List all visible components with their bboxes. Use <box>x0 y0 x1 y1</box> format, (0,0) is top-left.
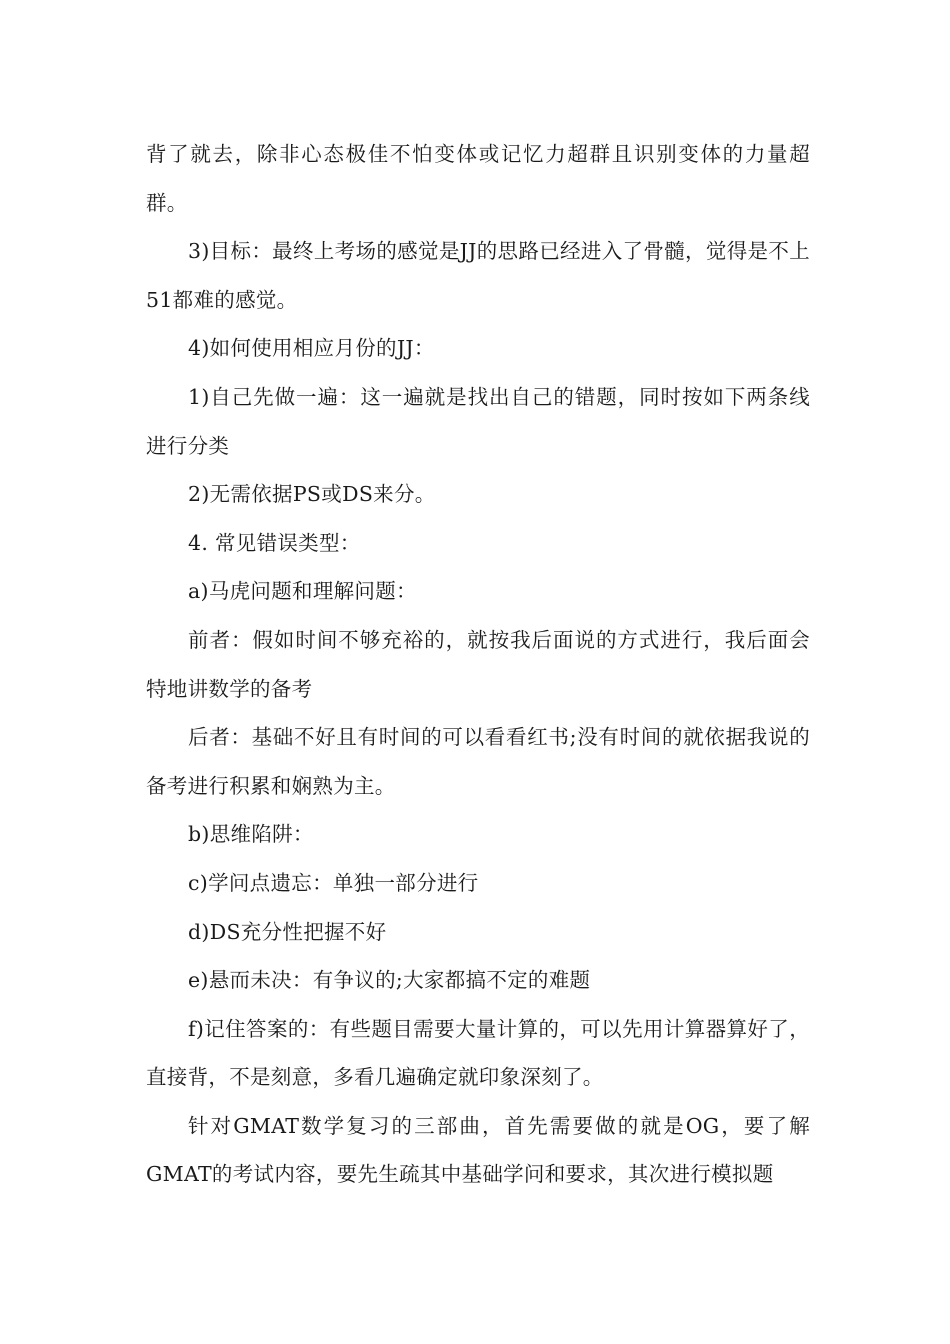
paragraph-error-b: b)思维陷阱： <box>188 822 314 847</box>
paragraph-error-d: d)DS充分性把握不好 <box>188 919 387 944</box>
paragraph-goal: 3)目标：最终上考场的感觉是JJ的思路已经进入了骨髓，觉得是不上51都难的感觉。 <box>146 239 810 312</box>
paragraph-gmat-math-review: 针对GMAT数学复习的三部曲，首先需要做的就是OG，要了解GMAT的考试内容，要先生疏其中基础学问和要求，其次进行模拟题 <box>146 1113 810 1187</box>
paragraph-latter: 后者：基础不好且有时间的可以看看红书;没有时间的就依据我说的备考进行积累和娴熟为主。 <box>146 725 810 798</box>
paragraph-step-1: 1)自己先做一遍：这一遍就是找出自己的错题，同时按如下两条线进行分类 <box>146 384 810 458</box>
paragraph-error-f: f)记住答案的：有些题目需要大量计算的，可以先用计算器算好了，直接背，不是刻意，多看几遍确定就印象深刻了。 <box>146 1016 810 1090</box>
paragraph-step-2: 2)无需依据PS或DS来分。 <box>188 482 436 507</box>
paragraph-former: 前者：假如时间不够充裕的，就按我后面说的方式进行，我后面会特地讲数学的备考 <box>146 627 810 701</box>
paragraph-error-e: e)悬而未决：有争议的;大家都搞不定的难题 <box>188 968 591 993</box>
section-heading-common-errors: 4. 常见错误类型： <box>188 530 361 555</box>
paragraph-error-a: a)马虎问题和理解问题： <box>188 579 417 604</box>
paragraph-how-to-use-jj: 4)如何使用相应月份的JJ： <box>188 336 435 361</box>
paragraph-continuation: 背了就去，除非心态极佳不怕变体或记忆力超群且识别变体的力量超群。 <box>146 142 810 215</box>
document-body <box>146 130 810 1199</box>
paragraph-error-c: c)学问点遗忘：单独一部分进行 <box>188 870 479 895</box>
